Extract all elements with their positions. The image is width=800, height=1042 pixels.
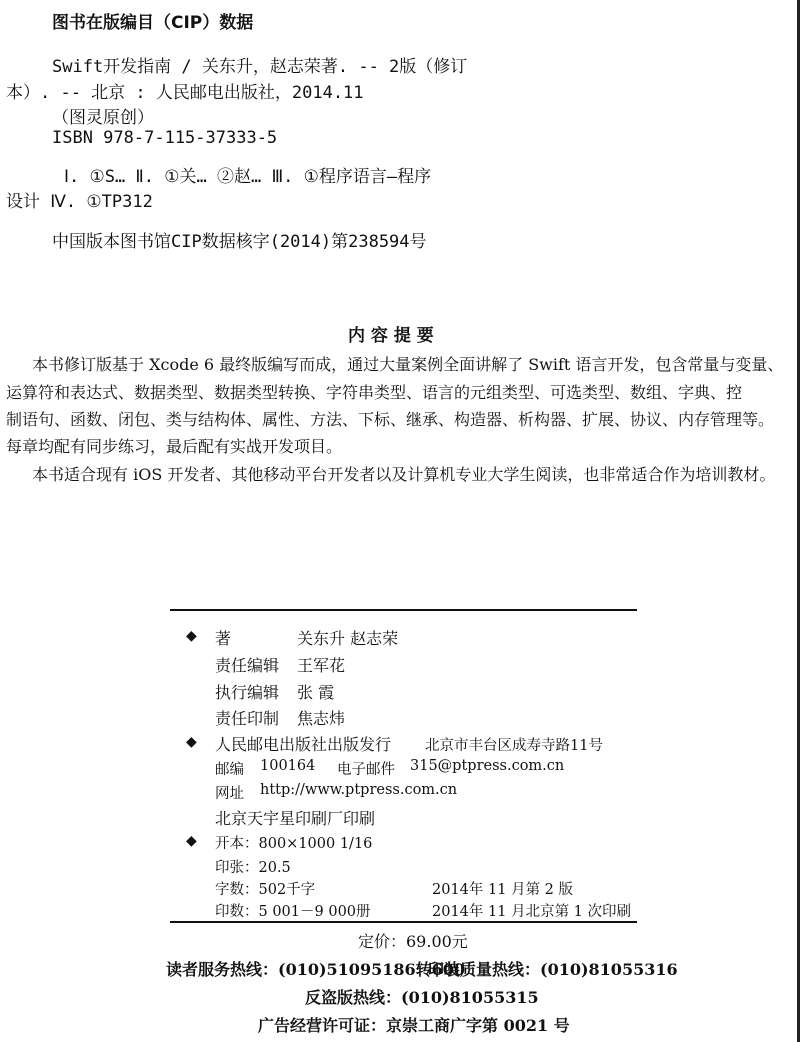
anti-piracy-hotline: 反盗版热线：(010)81055315	[305, 988, 539, 1007]
postcode-label: 邮编	[215, 762, 244, 778]
reader-service-hotline: 读者服务热线：(010)51095186转600	[166, 960, 466, 979]
summary-p1-line1: 本书修订版基于 Xcode 6 最终版编写而成，通过大量案例全面讲解了 Swift 语言开发，包含常量与变量、	[32, 355, 784, 374]
colophon-bottom-rule	[170, 921, 637, 923]
print-manager-value: 焦志炜	[297, 709, 346, 728]
email-label: 电子邮件	[337, 762, 395, 778]
author-label: 著	[215, 629, 232, 648]
cip-line-3: （图灵原创）	[52, 108, 154, 128]
postcode-value: 100164	[260, 758, 316, 774]
format: 开本：800×1000 1/16	[215, 836, 373, 852]
print-manager-label: 责任印制	[215, 709, 280, 728]
author-value: 关东升 赵志荣	[297, 629, 399, 648]
website-value: http://www.ptpress.com.cn	[260, 782, 458, 798]
quality-hotline: 印装质量热线：(010)81055316	[428, 960, 678, 979]
diamond-bullet: ◆	[186, 833, 197, 849]
editor-label: 责任编辑	[215, 656, 280, 675]
cip-classification-2: 设计 Ⅳ. ①TP312	[6, 192, 153, 212]
edition: 2014年 11 月第 2 版	[432, 882, 574, 898]
summary-p1-line3: 制语句、函数、闭包、类与结构体、属性、方法、下标、继承、构造器、析构器、扩展、协议、内存管理等。	[6, 410, 775, 429]
summary-title: 内 容 提 要	[348, 326, 434, 346]
ad-license: 广告经营许可证：京崇工商广字第 0021 号	[258, 1016, 570, 1035]
summary-p2: 本书适合现有 iOS 开发者、其他移动平台开发者以及计算机专业大学生阅读，也非常适合作为培训教材。	[32, 465, 776, 484]
diamond-bullet: ◆	[186, 734, 197, 750]
website-label: 网址	[215, 786, 244, 802]
cip-classification-1: Ⅰ. ①S… Ⅱ. ①关… ②赵… Ⅲ. ①程序语言—程序	[64, 167, 432, 187]
diamond-bullet: ◆	[186, 628, 197, 644]
cip-line-2: 本）. -- 北京 : 人民邮电出版社，2014.11	[6, 83, 364, 103]
printer: 北京天宇星印刷厂印刷	[215, 809, 376, 828]
cip-header: 图书在版编目（CIP）数据	[52, 13, 254, 33]
print-run: 印数：5 001－9 000册	[215, 904, 371, 920]
summary-p1-line2: 运算符和表达式、数据类型、数据类型转换、字符串类型、语言的元组类型、可选类型、数组、字典、控	[6, 383, 743, 402]
price: 定价：69.00元	[358, 932, 468, 951]
publisher-address: 北京市丰台区成寿寺路11号	[425, 738, 603, 754]
email-value: 315@ptpress.com.cn	[410, 758, 565, 774]
exec-editor-value: 张 霞	[297, 683, 335, 702]
word-count: 字数：502千字	[215, 882, 316, 898]
cip-isbn: ISBN 978-7-115-37333-5	[52, 128, 278, 148]
colophon-top-rule	[170, 609, 637, 611]
summary-p1-line4: 每章均配有同步练习，最后配有实战开发项目。	[6, 437, 343, 456]
printing: 2014年 11 月北京第 1 次印刷	[432, 904, 632, 920]
cip-number: 中国版本图书馆CIP数据核字(2014)第238594号	[52, 232, 427, 252]
cip-line-1: Swift开发指南 / 关东升，赵志荣著. -- 2版（修订	[52, 57, 468, 77]
editor-value: 王军花	[297, 656, 346, 675]
publisher: 人民邮电出版社出版发行	[215, 735, 392, 754]
exec-editor-label: 执行编辑	[215, 683, 280, 702]
printed-sheets: 印张：20.5	[215, 860, 291, 876]
